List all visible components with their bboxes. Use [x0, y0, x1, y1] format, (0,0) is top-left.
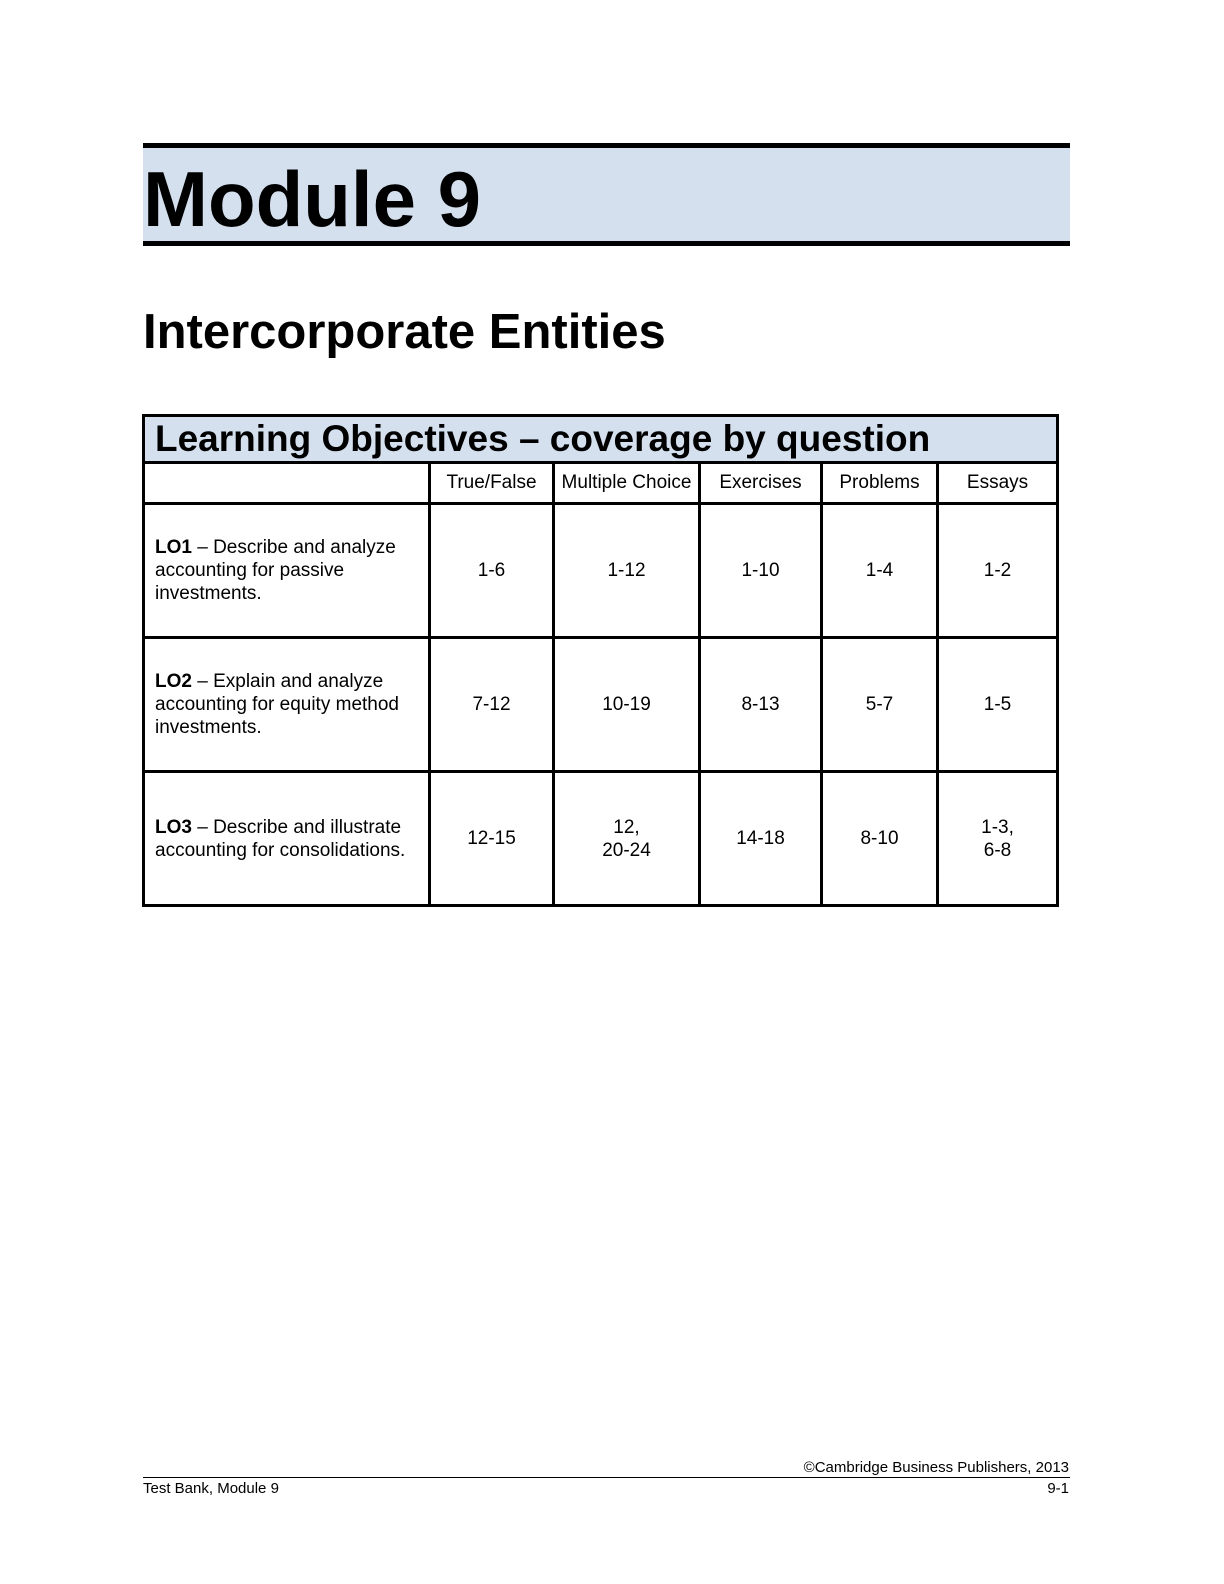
essays-cell: 1-2 [938, 504, 1058, 638]
problems-cell: 8-10 [822, 772, 938, 906]
column-header-true-false: True/False [430, 463, 554, 504]
table-row [144, 504, 1058, 638]
lo-description: – Describe and analyze accounting for passive investments. [155, 537, 396, 604]
module-title-band [143, 143, 1070, 246]
lo-description-cell [144, 772, 430, 906]
lo-description-cell [144, 504, 430, 638]
essays-cell: 1-5 [938, 638, 1058, 772]
learning-objectives-table [142, 414, 1059, 907]
true-false-cell: 12-15 [430, 772, 554, 906]
problems-cell: 5-7 [822, 638, 938, 772]
module-title: Module 9 [143, 155, 482, 243]
lo-code: LO2 [155, 671, 192, 692]
table-title-row [144, 416, 1058, 463]
column-header-problems: Problems [822, 463, 938, 504]
lo-description: – Describe and illustrate accounting for consolidations. [155, 816, 406, 861]
true-false-cell: 1-6 [430, 504, 554, 638]
table-row [144, 772, 1058, 906]
footer-page-number: 9-1 [1047, 1480, 1069, 1497]
lo-code: LO1 [155, 537, 192, 558]
problems-cell: 1-4 [822, 504, 938, 638]
exercises-cell: 1-10 [700, 504, 822, 638]
footer-divider [143, 1477, 1070, 1478]
footer-copyright: ©Cambridge Business Publishers, 2013 [803, 1459, 1069, 1476]
column-header-multiple-choice: Multiple Choice [554, 463, 700, 504]
multiple-choice-cell: 1-12 [554, 504, 700, 638]
footer-left-text: Test Bank, Module 9 [143, 1480, 279, 1497]
table-row [144, 638, 1058, 772]
column-header-blank [144, 463, 430, 504]
lo-description-cell [144, 638, 430, 772]
multiple-choice-cell: 12, 20-24 [554, 772, 700, 906]
exercises-cell: 8-13 [700, 638, 822, 772]
column-header-exercises: Exercises [700, 463, 822, 504]
lo-description: – Explain and analyze accounting for equity method investments. [155, 671, 399, 738]
exercises-cell: 14-18 [700, 772, 822, 906]
table-title: Learning Objectives – coverage by question [144, 416, 1058, 463]
column-header-essays: Essays [938, 463, 1058, 504]
essays-cell: 1-3, 6-8 [938, 772, 1058, 906]
column-header-row [144, 463, 1058, 504]
multiple-choice-cell: 10-19 [554, 638, 700, 772]
true-false-cell: 7-12 [430, 638, 554, 772]
chapter-subtitle: Intercorporate Entities [143, 305, 666, 359]
lo-code: LO3 [155, 816, 192, 838]
